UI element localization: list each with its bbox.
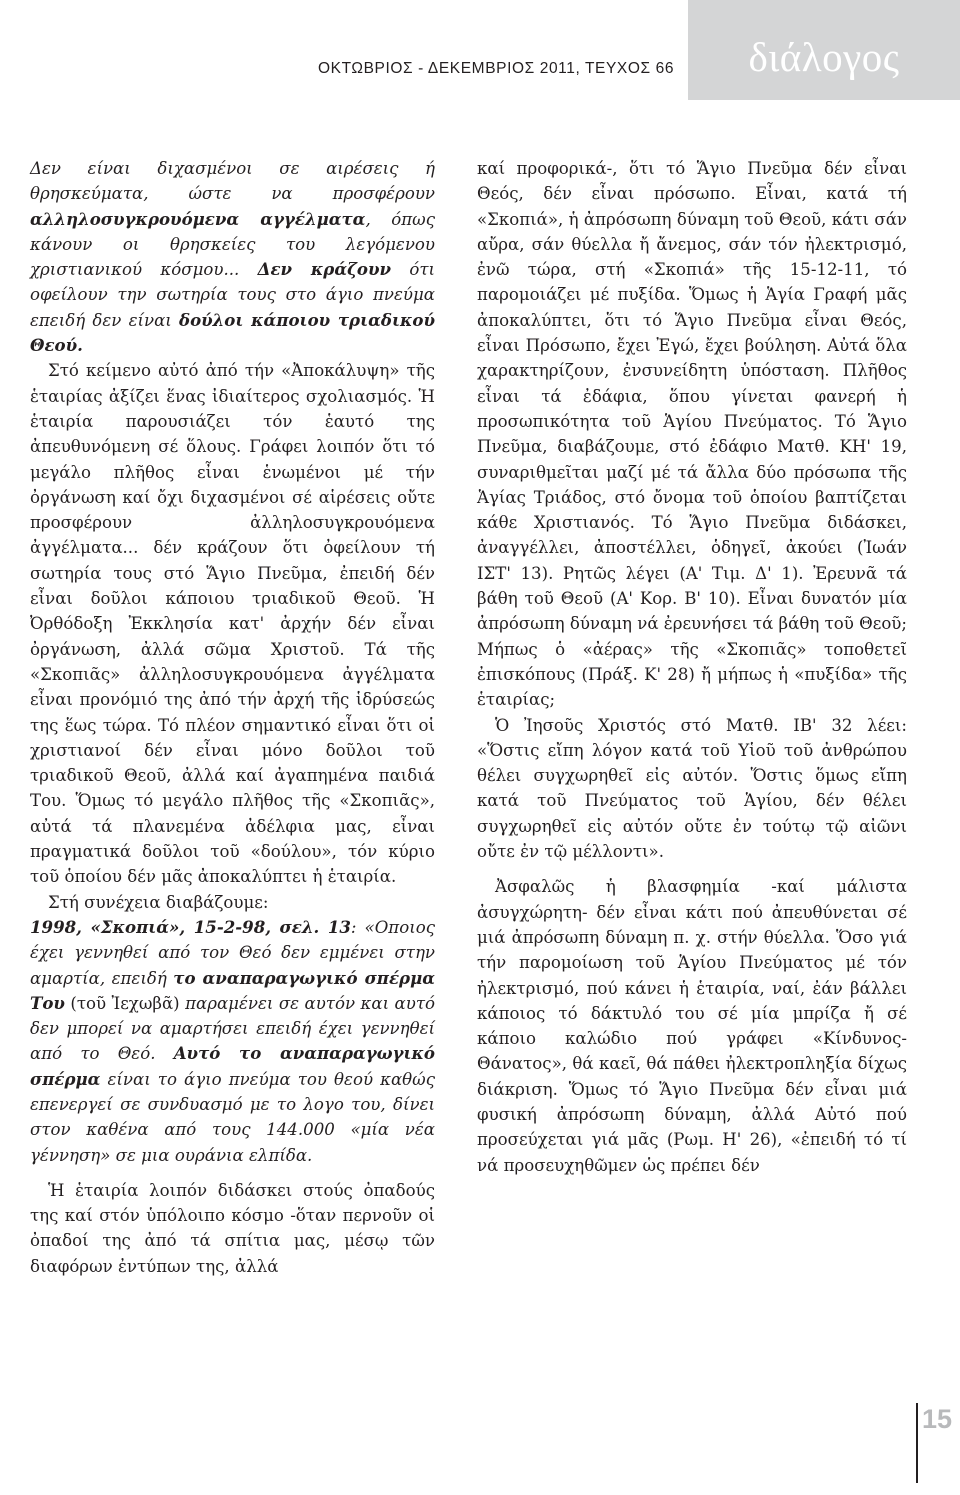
left-commentary-paragraph: Στό κείμενο αὐτό ἀπό τήν «Ἀποκάλυψη» τῆς ἑταιρίας ἀξίζει ἕνας ἰδιαίτερος σχολιασμός. Ἡ ἑταιρία παρουσιάζει τόν ἑαυτό της ἀπευθυνόμενη σέ ὅλους. Γράφει λοιπόν ὅτι τό μεγάλο πλῆθος εἶναι ἑνωμένοι μέ τήν ὀργάνωση καί ὄχι διχασμένοι σέ αἱρέσεις οὔτε προσφέρουν ἀλληλοσυγκρουόμενα ἀγγέλματα... δέν κράζουν ὅτι ὀφείλουν τή σωτηρία τους στό Ἅγιο Πνεῦμα, ἐπειδή δέν εἶναι δοῦλοι κάποιου τριαδικοῦ Θεοῦ. Ἡ Ὀρθόδοξη Ἐκκλησία κατ' ἀρχήν δέν εἶναι ὀργάνωση, ἀλλά σῶμα Χριστοῦ. Τά τῆς «Σκοπιᾶς» ἀλληλοσυγκρουόμενα ἀγγέλματα εἶναι προνόμιό της ἀπό τήν ἀρχή τῆς ἱδρύσεώς της ἕως τώρα. Τό πλέον σημαντικό εἶναι ὅτι οἱ χριστιανοί δέν εἶναι μόνο δοῦλοι τοῦ τριαδικοῦ Θεοῦ, ἀλλά καί ἀγαπημένα παιδιά Του. Ὅμως τό μεγάλο πλῆθος τῆς «Σκοπιᾶς», αὐτά τά πλανεμένα ἀδέλφια μας, εἶναι πραγματικά δοῦλοι τοῦ «δούλου», τόν κύριο τοῦ ὁποίου δέν μᾶς ἀποκαλύπτει ἡ ἑταιρία. [30, 361, 435, 887]
right-closing-paragraph: Ἀσφαλῶς ἡ βλασφημία -καί μάλιστα ἀσυγχώρητη- δέν εἶναι κάτι πού ἀπευθύνεται σέ μιά ἀπρόσωπη δύναμη π. χ. στήν θύελλα. Ὅσο γιά τήν παρομοίωση τοῦ Ἁγίου Πνεύματος μέ τόν ἠλεκτρισμό, πού κάνει ἡ ἑταιρία, ναί, ἐάν βάλλει κάποιος τό δάκτυλό του σέ μία μπρίζα ἤ σέ κάποιο καλώδιο πού γράφει «Κίνδυνος- Θάνατος», θά καεῖ, θά πάθει ἠλεκτροπληξία δίχως διάκριση. Ὅμως τό Ἅγιο Πνεῦμα δέν εἶναι μιά φυσική ἀπρόσωπη δύναμη, ἀλλά Αὐτό πού προσεύχεται γιά μᾶς (Ρωμ. Η' 26), «ἐπειδή τό τί νά προσευχηθῶμεν ὡς πρέπει δέν [477, 877, 907, 1175]
brand-title: διάλογος [748, 34, 900, 80]
text-run: δούλοι κάποιου τριαδικού Θεού. [30, 309, 435, 356]
text-run: Αυτό το αναπαραγωγικό σπέρμα [30, 1043, 435, 1089]
issue-line: ΟΚΤΩΒΡΙΟΣ - ΔΕΚΕΜΒΡΙΟΣ 2011, ΤΕΥΧΟΣ 66 [318, 60, 675, 77]
text-run: το αναπαραγωγικό σπέρμα Του [30, 967, 435, 1013]
page-number: 15 [922, 1404, 953, 1434]
left-quote-paragraph [30, 156, 435, 358]
text-run: Δεν κράζουν [257, 259, 392, 280]
left-citation-paragraph [30, 915, 435, 1168]
text-run: παραμένει σε αυτόν και αυτό δεν μπορεί να αμαρτήσει επειδή έχει γεννηθεί από το Θεό. [30, 993, 435, 1064]
right-opening-paragraph: καί προφορικά-, ὅτι τό Ἅγιο Πνεῦμα δέν εἶναι Θεός, δέν εἶναι πρόσωπο. Εἶναι, κατά τή «Σκοπιά», ἡ ἀπρόσωπη δύναμη τοῦ Θεοῦ, κάτι σάν αὔρα, σάν θύελλα ἤ ἄνεμος, σάν τόν ἠλεκτρισμό, ἐνῶ τώρα, στή «Σκοπιά» τῆς 15-12-11, τό παρομοιάζει μέ πυξίδα. Ὅμως ἡ Ἁγία Γραφή μᾶς ἀποκαλύπτει, ὅτι τό Ἅγιο Πνεῦμα εἶναι Θεός, εἶναι Πρόσωπο, ἔχει Ἐγώ, ἔχει βούληση. Αὐτά ὅλα χαρακτηρίζουν, ἐνσυνείδητη ὑπόσταση. Πλῆθος εἶναι τά ἐδάφια, ὅπου γίνεται φανερή ἡ προσωπικότητα τοῦ Ἁγίου Πνεύματος. Τό Ἅγιο Πνεῦμα, διαβάζουμε, στό ἐδάφιο Ματθ. ΚΗ' 19, συναριθμεῖται μαζί μέ τά ἄλλα δύο πρόσωπα τῆς Ἁγίας Τριάδος, στό ὄνομα τοῦ ὁποίου βαπτίζεται κάθε Χριστιανός. Τό Ἅγιο Πνεῦμα διδάσκει, ἀναγγέλλει, ἀποστέλλει, ὁδηγεῖ, ἀκούει (Ἰωάν ΙΣΤ' 13). Ρητῶς λέγει (Α' Τιμ. Δ' 1). Ἐρευνᾶ τά βάθη τοῦ Θεοῦ (Α' Κορ. Β' 10). Εἶναι δυνατόν μία ἀπρόσωπη δύναμη νά ἐρευνήσει τά βάθη τοῦ Θεοῦ; Μήπως ὁ «ἀέρας» τῆς «Σκοπιᾶς» τοποθετεῖ ἐπισκόπους (Πράξ. Κ' 28) ἤ μήπως ἡ «πυξίδα» τῆς ἑταιρίας; [477, 159, 907, 710]
brand-box [688, 0, 960, 100]
right-scripture-paragraph: Ὁ Ἰησοῦς Χριστός στό Ματθ. ΙΒ' 32 λέει: «Ὅστις εἴπη λόγον κατά τοῦ Υἱοῦ τοῦ ἀνθρώπου θέλει συγχωρηθεῖ εἰς αὐτόν. Ὅστις ὅμως εἴπη κατά τοῦ Πνεύματος τοῦ Ἁγίου, δέν θέλει συγχωρηθεῖ εἰς αὐτόν οὔτε ἐν τούτῳ τῷ αἰῶνι οὔτε ἐν τῷ μέλλοντι». [477, 715, 907, 862]
left-closing-paragraph: Ἡ ἑταιρία λοιπόν διδάσκει στούς ὀπαδούς της καί στόν ὑπόλοιπο κόσμο -ὅταν περνοῦν οἱ ὀπαδοί της ἀπό τά σπίτια μας, μέσῳ τῶν διαφόρων ἐντύπων της, ἀλλά [30, 1180, 435, 1276]
left-intro-paragraph: Στή συνέχεια διαβάζουμε: [48, 892, 269, 912]
right-column [477, 156, 907, 1178]
left-column [30, 156, 435, 1279]
text-run: είναι το άγιο πνεύμα του θεού καθώς επενεργεί σε συνδυασμό με το λογο του, δίνει στον καθένα από τους 144.000 «μία νέα γέννηση» σε μια ουράνια ελπίδα. [30, 1069, 435, 1165]
text-run: 1998, «Σκοπιά», 15-2-98, σελ. 13 [30, 916, 351, 937]
text-run: , όπως κάνουν οι θρησκείες του λεγόμενου χριστιανικού κόσμου... [30, 209, 435, 280]
text-run: Δεν είναι διχασμένοι σε αιρέσεις ή θρησκεύματα, ώστε να προσφέρουν [30, 159, 435, 204]
page-number-rule [916, 1403, 918, 1483]
text-run: : «Οποιος έχει γεννηθεί από τον Θεό δεν εμμένει στην αμαρτία, επειδή [30, 917, 435, 988]
text-run: αλληλοσυγκρουόμενα αγγέλματα [30, 208, 366, 229]
text-run: ότι οφείλουν την σωτηρία τους στο άγιο πνεύμα επειδή δεν είναι [30, 260, 436, 330]
text-run: (τοῦ Ἰεχωβᾶ) [64, 993, 186, 1013]
